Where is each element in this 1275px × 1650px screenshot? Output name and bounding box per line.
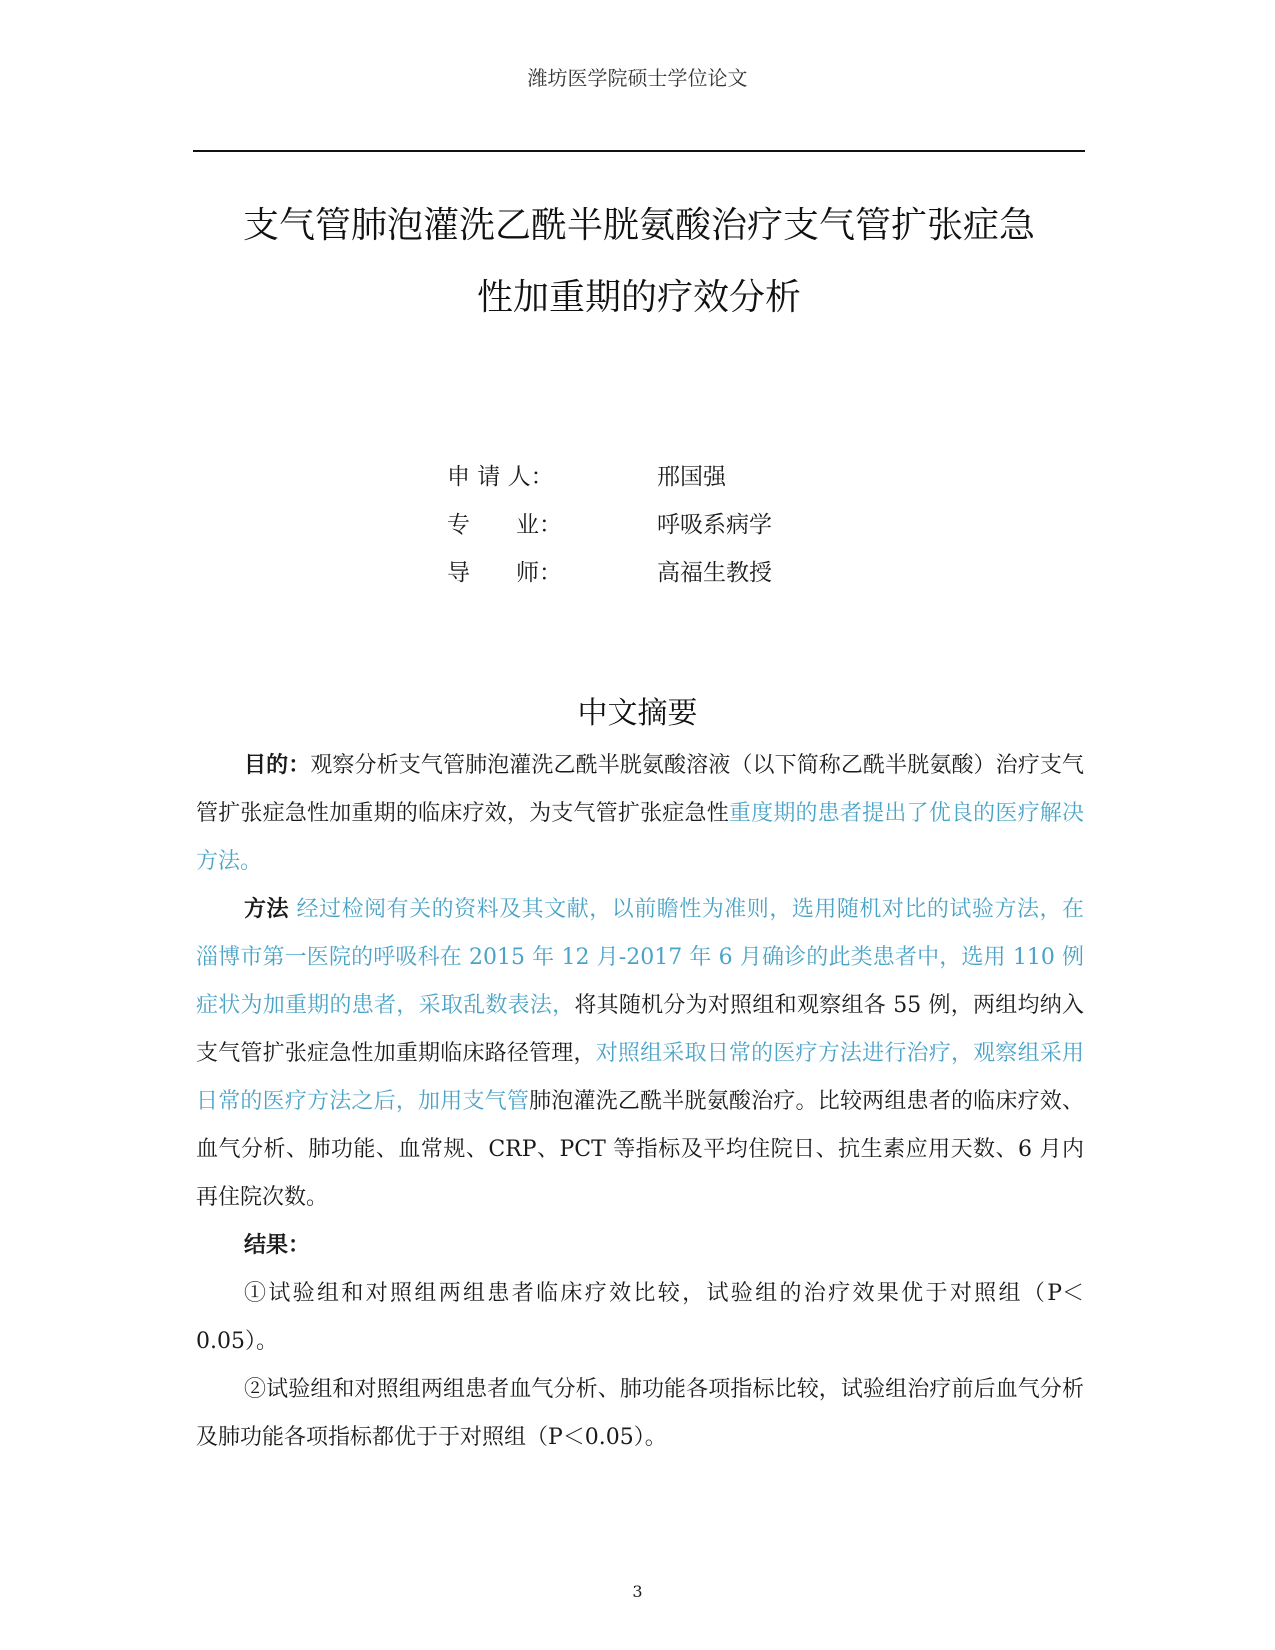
author-info: [447, 453, 772, 597]
header-rule: [193, 150, 1085, 152]
info-row-advisor: [447, 549, 772, 597]
info-label: 导 师：: [447, 560, 562, 586]
method-text: 肺泡灌洗乙酰半胱氨酸治疗。比较两组患者的临床疗效、血气分析、肺功能、血常规、CRP、PCT 等指标及平均住院日、抗生素应用天数、6 月内再住院次数。: [196, 1089, 1084, 1210]
purpose-text-highlight: 重度期的患者提出了优良的医疗解决方法。: [196, 801, 1084, 874]
info-value: 高福生教授: [657, 560, 772, 586]
abstract-purpose: [196, 742, 1084, 886]
abstract-body: [196, 742, 1084, 1462]
abstract-result-2: ②试验组和对照组两组患者血气分析、肺功能各项指标比较，试验组治疗前后血气分析及肺功能各项指标都优于于对照组（P＜0.05）。: [196, 1377, 1084, 1450]
section-title: 中文摘要: [577, 696, 698, 731]
page-number: 3: [632, 1582, 643, 1601]
info-row-major: [447, 501, 772, 549]
purpose-text: 观察分析支气管肺泡灌洗乙酰半胱氨酸溶液（以下简称乙酰半胱氨酸）治疗支气管扩张症急性加重期的临床疗效，为支气管扩张症急性: [196, 753, 1084, 826]
info-row-applicant: [447, 453, 772, 501]
method-text-highlight: 对照组采取日常的医疗方法进行治疗，观察组采用日常的医疗方法之后，加用支气管: [196, 1041, 1084, 1114]
method-text: 将其随机分为对照组和观察组各 55 例，两组均纳入支气管扩张症急性加重期临床路径管理，: [196, 993, 1084, 1066]
method-label: 方法: [244, 897, 290, 922]
purpose-label: 目的：: [244, 753, 311, 778]
method-text-highlight: 经过检阅有关的资料及其文献，以前瞻性为准则，选用随机对比的试验方法，在淄博市第一医院的呼吸科在 2015 年 12 月-2017 年 6 月确诊的此类患者中，选用 110 例症状为加重期的患者，采取乱数表法，: [196, 897, 1084, 1018]
result-label: 结果：: [244, 1233, 311, 1258]
abstract-results-heading: [196, 1222, 1084, 1270]
info-label: 专 业：: [447, 512, 562, 538]
abstract-method: [196, 886, 1084, 1222]
running-header: 潍坊医学院硕士学位论文: [527, 66, 748, 90]
abstract-result-1: ①试验组和对照组两组患者临床疗效比较，试验组的治疗效果优于对照组（P＜0.05）。: [196, 1281, 1084, 1354]
title-line-2: 性加重期的疗效分析: [476, 277, 801, 318]
thesis-title: [193, 190, 1085, 334]
info-value: 呼吸系病学: [657, 512, 772, 538]
info-label: 申 请 人：: [447, 464, 554, 490]
title-line-1: 支气管肺泡灌洗乙酰半胱氨酸治疗支气管扩张症急: [242, 205, 1035, 246]
info-value: 邢国强: [657, 464, 726, 490]
